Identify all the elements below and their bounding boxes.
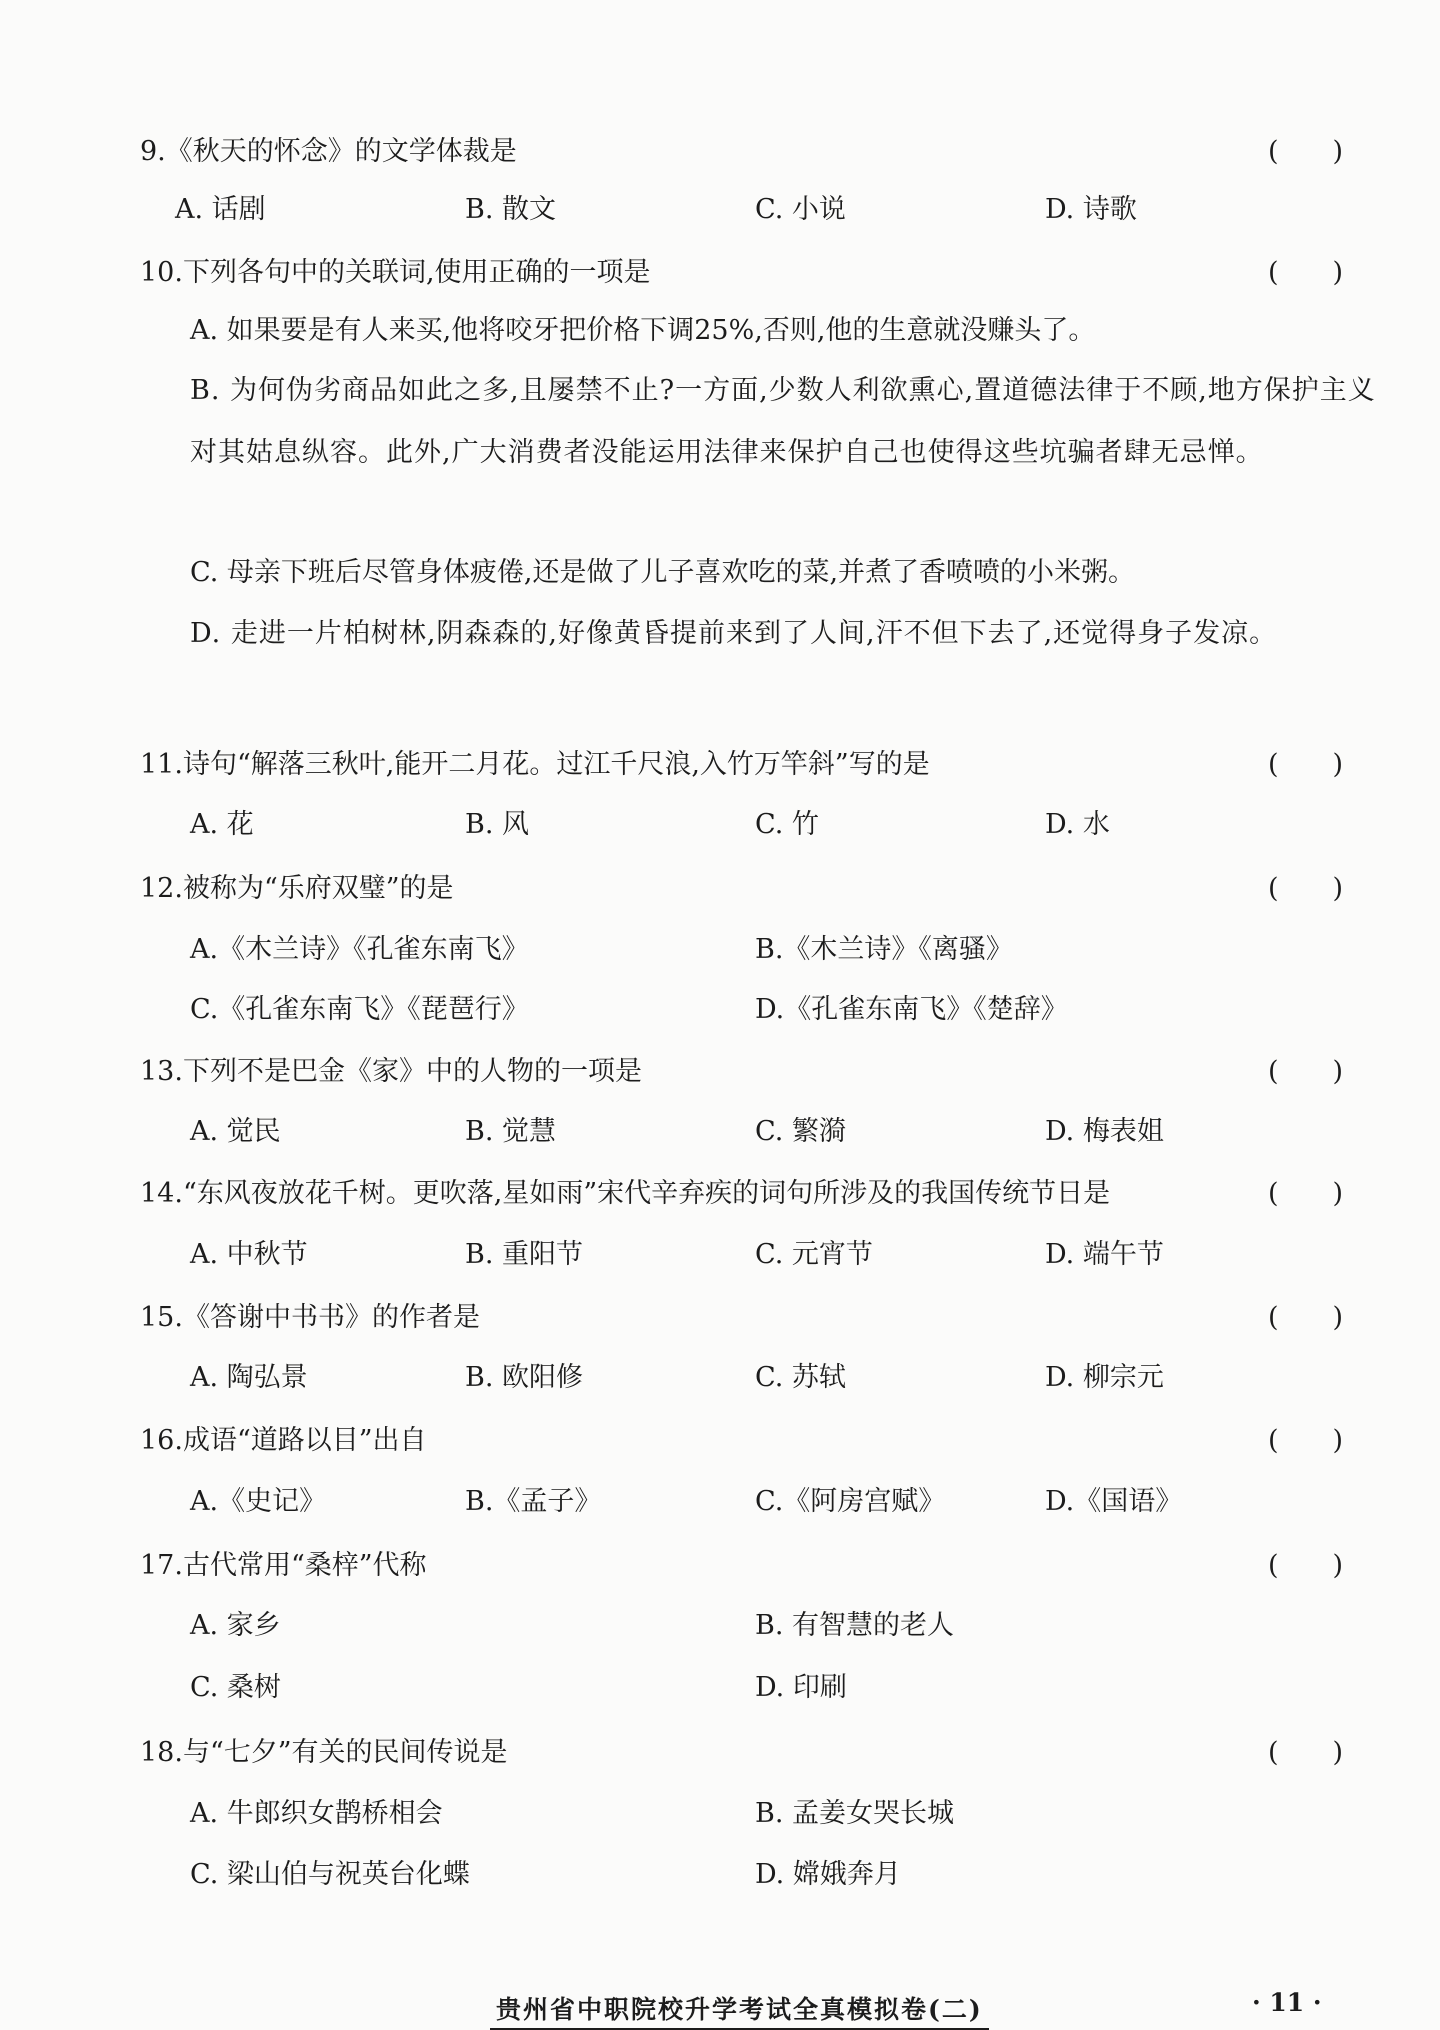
question-stem: 9.《秋天的怀念》的文学体裁是 <box>140 136 517 167</box>
option-c[interactable]: C. 母亲下班后尽管身体疲倦,还是做了儿子喜欢吃的菜,并煮了香喷喷的小米粥。 <box>190 557 1136 588</box>
option-c[interactable]: C. 梁山伯与祝英台化蝶 <box>190 1859 470 1890</box>
question-stem: 14.“东风夜放花千树。更吹落,星如雨”宋代辛弃疾的词句所涉及的我国传统节日是 <box>140 1178 1111 1209</box>
option-b[interactable]: B. 散文 <box>465 194 557 225</box>
question-stem: 16.成语“道路以目”出自 <box>140 1425 427 1456</box>
option-b[interactable]: B. 孟姜女哭长城 <box>755 1798 955 1829</box>
question-stem: 13.下列不是巴金《家》中的人物的一项是 <box>140 1056 642 1087</box>
option-d[interactable]: D. 走进一片柏树林,阴森森的,好像黄昏提前来到了人间,汗不但下去了,还觉得身子发凉。 <box>190 618 1278 649</box>
option-a[interactable]: A. 觉民 <box>190 1116 281 1147</box>
question-stem: 15.《答谢中书书》的作者是 <box>140 1302 480 1333</box>
answer-bracket[interactable]: ( ) <box>1268 749 1344 780</box>
option-b[interactable]: B.《孟子》 <box>465 1486 602 1517</box>
option-b[interactable]: B. 为何伪劣商品如此之多,且屡禁不止?一方面,少数人利欲熏心,置道德法律于不顾,地方保护主义对其姑息纵容。此外,广大消费者没能运用法律来保护自己也使得这些坑骗者肆无忌惮。 <box>190 375 1376 468</box>
answer-bracket[interactable]: ( ) <box>1268 1550 1344 1581</box>
answer-bracket[interactable]: ( ) <box>1268 1737 1344 1768</box>
page-number: · 11 · <box>1252 1988 1322 2017</box>
answer-bracket[interactable]: ( ) <box>1268 136 1344 167</box>
footer-title: 贵州省中职院校升学考试全真模拟卷(二) <box>490 1990 989 2030</box>
answer-bracket[interactable]: ( ) <box>1268 1425 1344 1456</box>
option-d[interactable]: D.《国语》 <box>1045 1486 1183 1517</box>
question-stem: 12.被称为“乐府双璧”的是 <box>140 873 454 904</box>
option-c[interactable]: C.《阿房宫赋》 <box>755 1486 946 1517</box>
option-c[interactable]: C. 繁漪 <box>755 1116 846 1147</box>
option-a[interactable]: A. 陶弘景 <box>190 1362 308 1393</box>
option-c[interactable]: C. 小说 <box>755 194 846 225</box>
option-a[interactable]: A. 牛郎织女鹊桥相会 <box>190 1798 443 1829</box>
option-c[interactable]: C.《孔雀东南飞》《琵琶行》 <box>190 994 529 1025</box>
option-c[interactable]: C. 桑树 <box>190 1672 281 1703</box>
answer-bracket[interactable]: ( ) <box>1268 1056 1344 1087</box>
answer-bracket[interactable]: ( ) <box>1268 1178 1344 1209</box>
option-a[interactable]: A. 家乡 <box>190 1610 281 1641</box>
option-a[interactable]: A. 中秋节 <box>190 1239 308 1270</box>
question-stem: 17.古代常用“桑梓”代称 <box>140 1550 427 1581</box>
option-a[interactable]: A. 花 <box>190 809 254 840</box>
option-d[interactable]: D. 端午节 <box>1045 1239 1164 1270</box>
option-d[interactable]: D. 柳宗元 <box>1045 1362 1164 1393</box>
option-d[interactable]: D.《孔雀东南飞》《楚辞》 <box>755 994 1068 1025</box>
option-c[interactable]: C. 竹 <box>755 809 819 840</box>
option-a[interactable]: A.《史记》 <box>190 1486 327 1517</box>
option-b[interactable]: B.《木兰诗》《离骚》 <box>755 934 1013 965</box>
option-b[interactable]: B. 有智慧的老人 <box>755 1610 955 1641</box>
option-d[interactable]: D. 水 <box>1045 809 1110 840</box>
option-d[interactable]: D. 梅表姐 <box>1045 1116 1164 1147</box>
option-c[interactable]: C. 苏轼 <box>755 1362 846 1393</box>
answer-bracket[interactable]: ( ) <box>1268 257 1344 288</box>
option-c[interactable]: C. 元宵节 <box>755 1239 873 1270</box>
question-stem: 11.诗句“解落三秋叶,能开二月花。过江千尺浪,入竹万竿斜”写的是 <box>140 749 930 780</box>
option-a[interactable]: A. 话剧 <box>175 194 266 225</box>
option-b[interactable]: B. 风 <box>465 809 530 840</box>
option-d[interactable]: D. 诗歌 <box>1045 194 1137 225</box>
option-b[interactable]: B. 欧阳修 <box>465 1362 584 1393</box>
question-stem: 10.下列各句中的关联词,使用正确的一项是 <box>140 257 651 288</box>
option-d[interactable]: D. 印刷 <box>755 1672 847 1703</box>
option-a[interactable]: A. 如果要是有人来买,他将咬牙把价格下调25%,否则,他的生意就没赚头了。 <box>190 315 1096 346</box>
option-b[interactable]: B. 重阳节 <box>465 1239 584 1270</box>
question-stem: 18.与“七夕”有关的民间传说是 <box>140 1737 508 1768</box>
option-b[interactable]: B. 觉慧 <box>465 1116 557 1147</box>
answer-bracket[interactable]: ( ) <box>1268 873 1344 904</box>
option-d[interactable]: D. 嫦娥奔月 <box>755 1859 901 1890</box>
option-a[interactable]: A.《木兰诗》《孔雀东南飞》 <box>190 934 529 965</box>
answer-bracket[interactable]: ( ) <box>1268 1302 1344 1333</box>
